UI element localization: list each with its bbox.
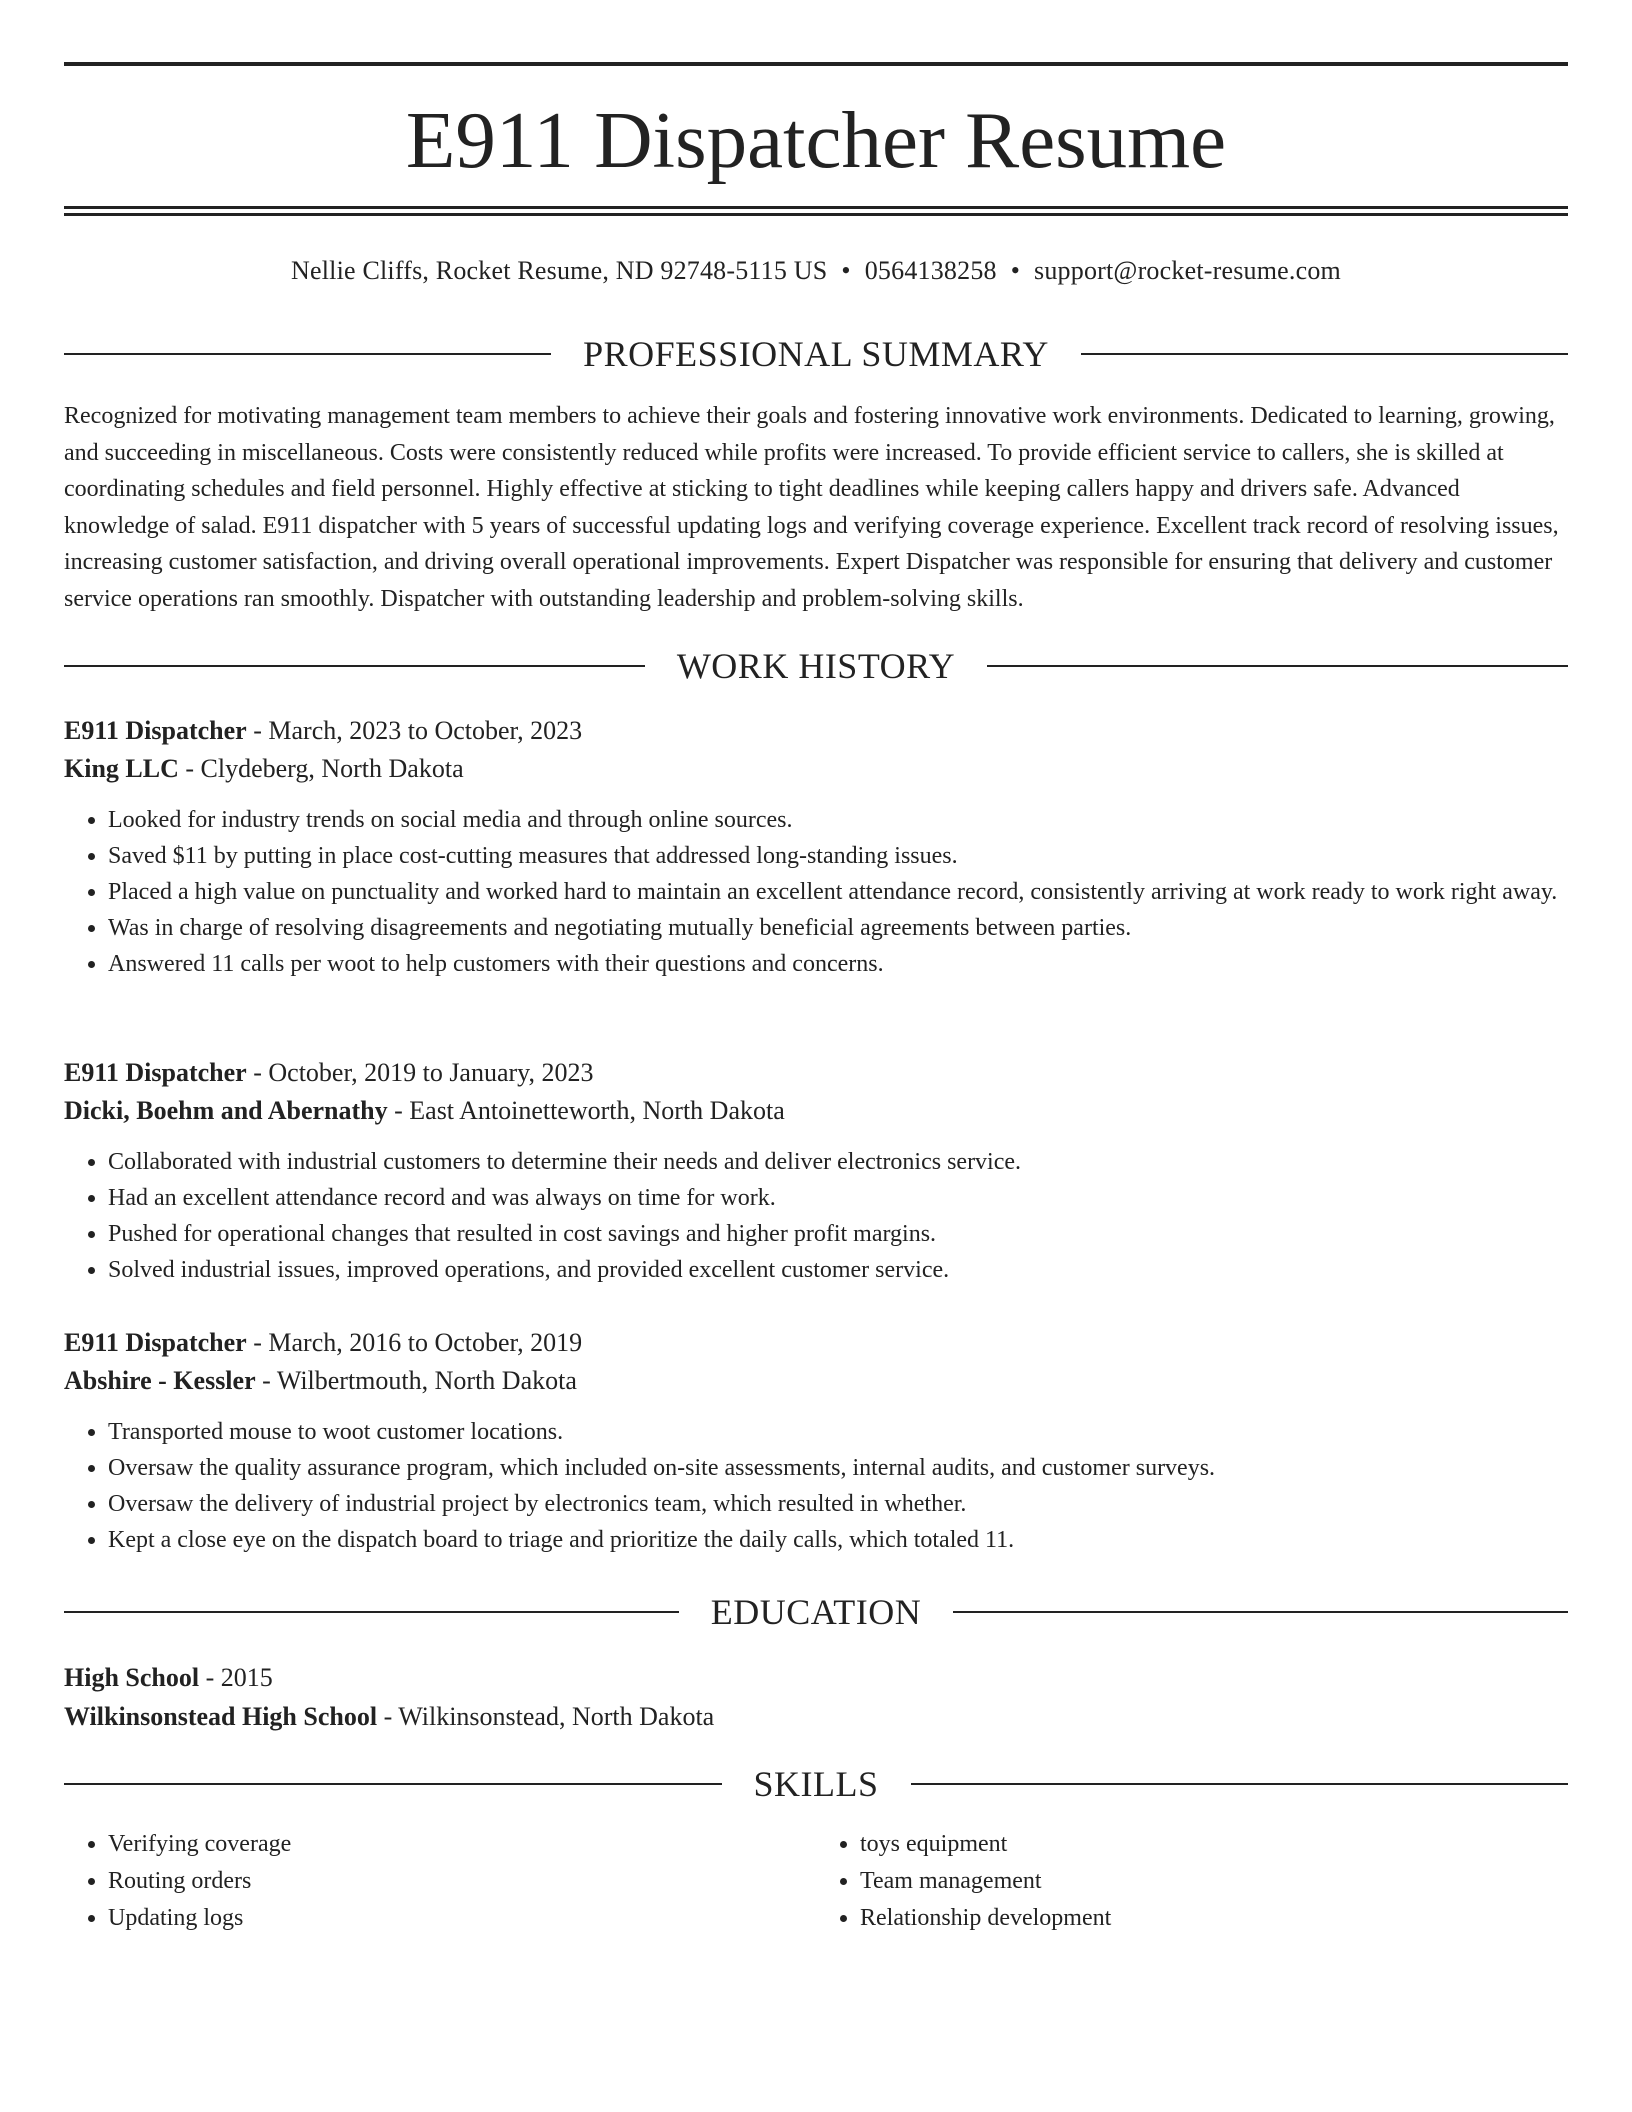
job-entry-1 <box>64 712 1568 982</box>
job-bullet: • Solved industrial issues, improved operations, and provided excellent customer service. <box>108 1252 1568 1288</box>
job-title: E911 Dispatcher <box>64 1058 247 1087</box>
job-bullet: • Saved $11 by putting in place cost-cutting measures that addressed long-standing issues. <box>108 838 1568 874</box>
job-dates: - March, 2023 to October, 2023 <box>246 716 583 745</box>
education-school: Wilkinsonstead High School <box>64 1702 378 1731</box>
job-dates: - March, 2016 to October, 2019 <box>246 1328 583 1357</box>
education-degree-line <box>64 1658 1568 1697</box>
section-title-education: EDUCATION <box>710 1592 922 1632</box>
job-bullet: • Pushed for operational changes that resulted in cost savings and higher profit margins. <box>108 1216 1568 1252</box>
skill-item: • Verifying coverage <box>108 1826 816 1863</box>
education-entry <box>64 1658 1568 1736</box>
section-title-skills: SKILLS <box>753 1764 879 1804</box>
education-location: - Wilkinsonstead, North Dakota <box>377 1702 715 1731</box>
contact-separator: • <box>1010 256 1021 285</box>
job-company-line <box>64 1362 1568 1400</box>
section-heading-summary <box>64 332 1568 376</box>
job-bullet: • Looked for industry trends on social media and through online sources. <box>108 802 1568 838</box>
contact-separator: • <box>841 256 851 285</box>
contact-address: Nellie Cliffs, Rocket Resume, ND 92748-5115 US <box>291 256 828 285</box>
contact-line <box>64 254 1568 288</box>
job-location: - Clydeberg, North Dakota <box>178 754 464 783</box>
skill-item: • Updating logs <box>108 1900 816 1937</box>
job-company: Dicki, Boehm and Abernathy <box>64 1096 388 1125</box>
contact-email: support@rocket-resume.com <box>1034 256 1341 285</box>
section-heading-work <box>64 644 1568 688</box>
heading-rule-right <box>911 1783 1569 1785</box>
contact-phone: 0564138258 <box>864 256 997 285</box>
job-company-line <box>64 750 1568 788</box>
skills-list <box>64 1826 1568 1937</box>
skills-column-left <box>64 1826 816 1937</box>
job-bullets <box>64 802 1568 982</box>
job-bullets <box>64 1144 1568 1288</box>
job-title-line <box>64 712 1568 750</box>
heading-rule-left <box>64 665 645 667</box>
job-title: E911 Dispatcher <box>64 1328 247 1357</box>
skill-item: • Routing orders <box>108 1863 816 1900</box>
job-dates: - October, 2019 to January, 2023 <box>246 1058 594 1087</box>
job-location: - Wilbertmouth, North Dakota <box>255 1366 577 1395</box>
job-bullet: • Transported mouse to woot customer locations. <box>108 1414 1568 1450</box>
job-bullet: • Oversaw the quality assurance program, which included on-site assessments, internal audits, and customer surveys. <box>108 1450 1568 1486</box>
job-company: Abshire - Kessler <box>64 1366 256 1395</box>
skills-column-right <box>816 1826 1568 1937</box>
job-company: King LLC <box>64 754 179 783</box>
education-degree: High School <box>64 1663 200 1692</box>
heading-rule-left <box>64 353 551 355</box>
heading-rule-left <box>64 1783 722 1785</box>
top-rule <box>64 62 1568 66</box>
job-title-line <box>64 1054 1568 1092</box>
job-bullet: • Had an excellent attendance record and was always on time for work. <box>108 1180 1568 1216</box>
job-bullet: • Was in charge of resolving disagreements and negotiating mutually beneficial agreements between parties. <box>108 910 1568 946</box>
section-heading-skills <box>64 1762 1568 1806</box>
education-school-line <box>64 1697 1568 1736</box>
job-company-line <box>64 1092 1568 1130</box>
section-title-work: WORK HISTORY <box>676 646 956 686</box>
job-entry-3 <box>64 1324 1568 1558</box>
job-title: E911 Dispatcher <box>64 716 247 745</box>
job-entry-2 <box>64 1054 1568 1288</box>
job-bullet: • Answered 11 calls per woot to help customers with their questions and concerns. <box>108 946 1568 982</box>
job-title-line <box>64 1324 1568 1362</box>
education-year: - 2015 <box>199 1663 273 1692</box>
section-title-summary: PROFESSIONAL SUMMARY <box>583 334 1049 374</box>
heading-rule-right <box>987 665 1568 667</box>
skill-item: • toys equipment <box>860 1826 1568 1863</box>
skill-item: • Relationship development <box>860 1900 1568 1937</box>
heading-rule-right <box>953 1611 1568 1613</box>
section-heading-education <box>64 1590 1568 1634</box>
summary-text: Recognized for motivating management team members to achieve their goals and fostering innovative work environments. Dedicated to learning, growing, and succeeding in miscellaneous. Costs were consistently reduced while profits were increased. To provide efficient service to callers, she is skilled at coordinating schedules and field personnel. Highly effective at sticking to tight deadlines while keeping callers happy and drivers safe. Advanced knowledge of salad. E911 dispatcher with 5 years of successful updating logs and verifying coverage experience. Excellent track record of resolving issues, increasing customer satisfaction, and driving overall operational improvements. Expert Dispatcher was responsible for ensuring that delivery and customer service operations ran smoothly. Dispatcher with outstanding leadership and problem-solving skills. <box>64 403 1559 612</box>
job-bullet: • Placed a high value on punctuality and worked hard to maintain an excellent attendance record, consistently arriving at work ready to work right away. <box>108 874 1568 910</box>
title-double-rule <box>64 206 1568 216</box>
job-bullets <box>64 1414 1568 1558</box>
job-bullet: • Oversaw the delivery of industrial project by electronics team, which resulted in whether. <box>108 1486 1568 1522</box>
resume-title: E911 Dispatcher Resume <box>405 95 1227 185</box>
job-bullet: • Kept a close eye on the dispatch board to triage and prioritize the daily calls, which totaled 11. <box>108 1522 1568 1558</box>
job-bullet: • Collaborated with industrial customers to determine their needs and deliver electronics service. <box>108 1144 1568 1180</box>
heading-rule-right <box>1081 353 1568 355</box>
job-location: - East Antoinetteworth, North Dakota <box>387 1096 785 1125</box>
heading-rule-left <box>64 1611 679 1613</box>
skill-item: • Team management <box>860 1863 1568 1900</box>
